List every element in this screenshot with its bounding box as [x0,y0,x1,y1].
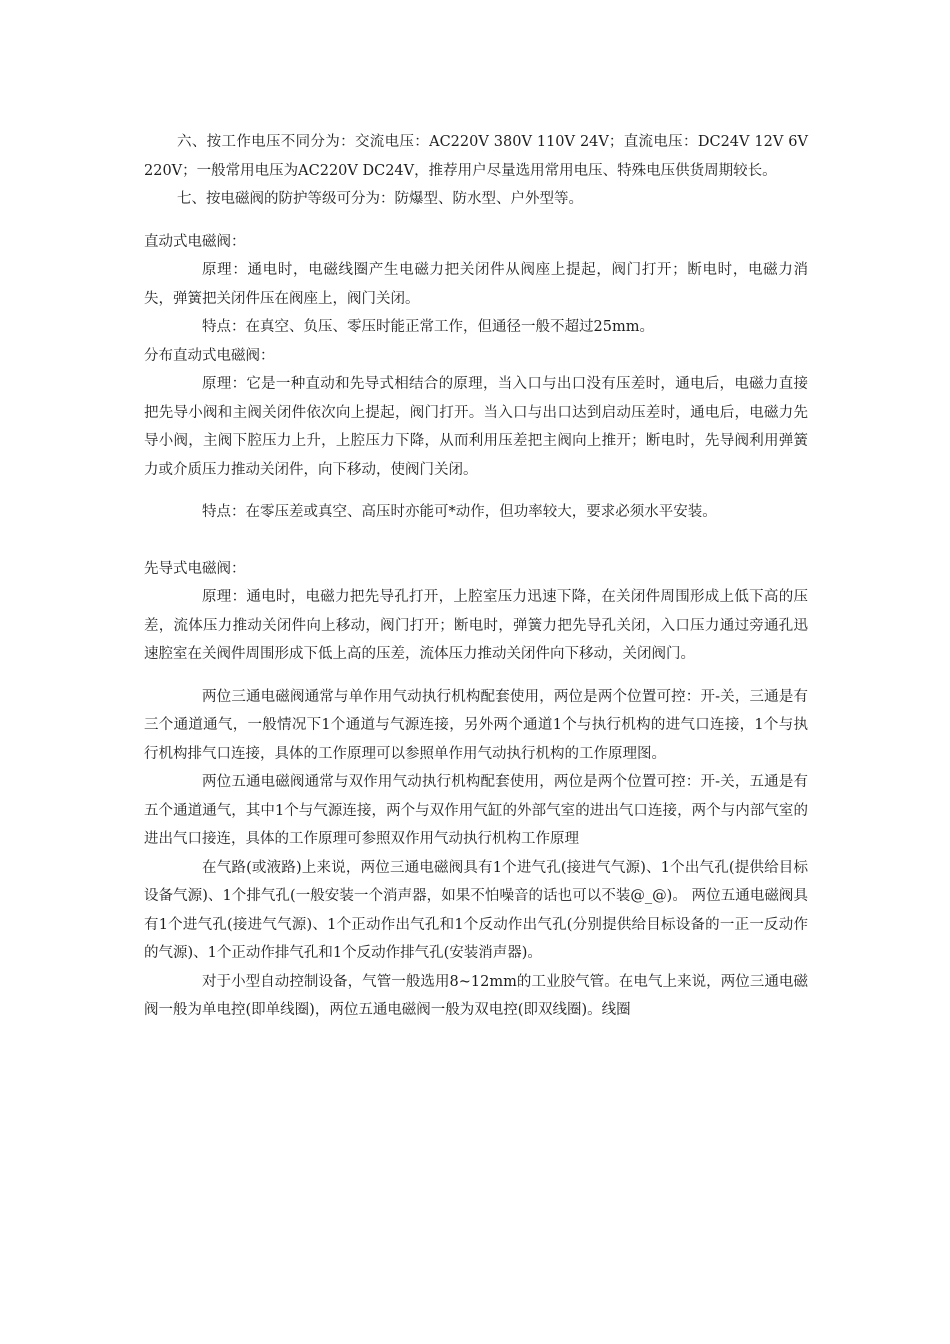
spacer [144,669,808,683]
spacer [144,527,808,555]
protection-paragraph: 七、按电磁阀的防护等级可分为：防爆型、防水型、户外型等。 [177,191,583,207]
voltage-paragraph: 六、按工作电压不同分为：交流电压：AC220V 380V 110V 24V；直流电压：DC24V 12V 6V 220V；一般常用电压为AC220V DC24V，推荐用户尽量选用常用电压、特殊电压供货周期较长。 [144,134,808,179]
distributed-valve-heading: 分布直动式电磁阀： [144,347,275,364]
direct-valve-principle: 原理：通电时，电磁线圈产生电磁力把关闭件从阀座上提起，阀门打开；断电时，电磁力消失，弹簧把关闭件压在阀座上，阀门关闭。 [144,262,808,307]
distributed-valve-feature: 特点：在零压差或真空、高压时亦能可*动作，但功率较大，要求必须水平安装。 [202,504,717,520]
spacer [144,484,808,498]
direct-valve-feature: 特点：在真空、负压、零压时能正常工作，但通径一般不超过25mm。 [202,319,654,335]
gas-path-paragraph: 在气路(或液路)上来说，两位三通电磁阀具有1个进气孔(接进气气源)、1个出气孔(提供给目标设备气源)、1个排气孔(一般安装一个消声器，如果不怕噪音的话也可以不装@_@)。 两位五通电磁阀具有1个进气孔(接进气气源)、1个正动作出气孔和1个反动作出气孔(分别提供给目标设备的一正一反动作的气源)、1个正动作排气孔和1个反动作排气孔(安装消声器)。 [144,859,808,961]
direct-valve-heading: 直动式电磁阀： [144,233,246,250]
document-page [144,128,808,1025]
two-position-three-way-paragraph: 两位三通电磁阀通常与单作用气动执行机构配套使用，两位是两个位置可控：开-关，三通是有三个通道通气，一般情况下1个通道与气源连接，另外两个通道1个与执行机构的进气口连接，1个与执行机构排气口连接，具体的工作原理可以参照单作用气动执行机构的工作原理图。 [144,688,808,762]
small-device-paragraph: 对于小型自动控制设备，气管一般选用8~12mm的工业胶气管。在电气上来说，两位三通电磁阀一般为单电控(即单线圈)，两位五通电磁阀一般为双电控(即双线圈)。线圈 [144,973,808,1018]
spacer [144,214,808,228]
distributed-valve-principle: 原理：它是一种直动和先导式相结合的原理，当入口与出口没有压差时，通电后，电磁力直接把先导小阀和主阀关闭件依次向上提起，阀门打开。当入口与出口达到启动压差时，通电后，电磁力先导小阀，主阀下腔压力上升，上腔压力下降，从而利用压差把主阀向上推开；断电时，先导阀利用弹簧力或介质压力推动关闭件，向下移动，使阀门关闭。 [144,376,808,478]
pilot-valve-heading: 先导式电磁阀： [144,560,246,577]
two-position-five-way-paragraph: 两位五通电磁阀通常与双作用气动执行机构配套使用，两位是两个位置可控：开-关，五通是有五个通道通气，其中1个与气源连接，两个与双作用气缸的外部气室的进出气口连接，两个与内部气室的进出气口接连，具体的工作原理可参照双作用气动执行机构工作原理 [144,774,808,847]
pilot-valve-principle: 原理：通电时，电磁力把先导孔打开，上腔室压力迅速下降，在关闭件周围形成上低下高的压差，流体压力推动关闭件向上移动，阀门打开；断电时，弹簧力把先导孔关闭，入口压力通过旁通孔迅速腔室在关阀件周围形成下低上高的压差，流体压力推动关闭件向下移动，关闭阀门。 [144,589,808,662]
